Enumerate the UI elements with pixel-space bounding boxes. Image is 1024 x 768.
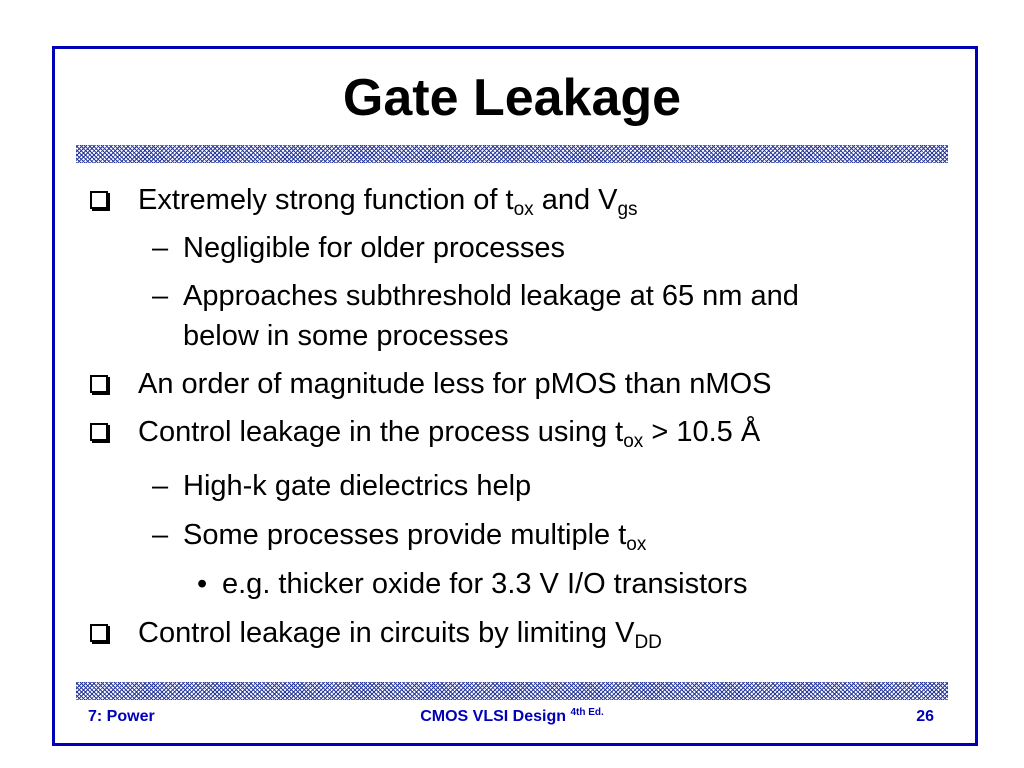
bullet-text: Control leakage in circuits by limiting $V_{DD}$ — [138, 617, 662, 653]
bullet-text: Control leakage in the process using $t_{ox} > 10.5$ Å — [138, 416, 761, 452]
bullet-text: Extremely strong function of $t_{ox}$ and $V_{gs}$ — [138, 184, 638, 220]
top-pattern-band — [76, 145, 948, 163]
checkbox-bullet-icon — [90, 375, 108, 393]
bullet-text: An order of magnitude less for pMOS than nMOS — [138, 368, 772, 400]
bottom-pattern-band — [76, 682, 948, 700]
dash-marker: – — [152, 470, 169, 502]
checkbox-bullet-icon — [90, 423, 108, 441]
footer-course-title: CMOS VLSI Design $^{4th Ed.}$ — [420, 707, 604, 725]
bullet-text: Approaches subthreshold leakage at 65 nm and — [183, 280, 799, 312]
dash-marker: – — [152, 232, 169, 264]
bullet-text: e.g. thicker oxide for 3.3 V I/O transistors — [222, 568, 748, 600]
footer-section-label: 7: Power — [88, 708, 155, 725]
footer-page-number: 26 — [916, 708, 934, 725]
bullet-text: Negligible for older processes — [183, 232, 566, 264]
bullet-text: below in some processes — [183, 320, 509, 352]
bullet-text: Some processes provide multiple $t_{ox}$ — [183, 519, 647, 555]
slide-title: Gate Leakage — [342, 69, 682, 127]
dash-marker: – — [152, 519, 169, 551]
dash-marker: – — [152, 280, 169, 312]
bullet-text: High-k gate dielectrics help — [183, 470, 532, 502]
dot-marker: • — [197, 568, 208, 600]
checkbox-bullet-icon — [90, 624, 108, 642]
checkbox-bullet-icon — [90, 191, 108, 209]
